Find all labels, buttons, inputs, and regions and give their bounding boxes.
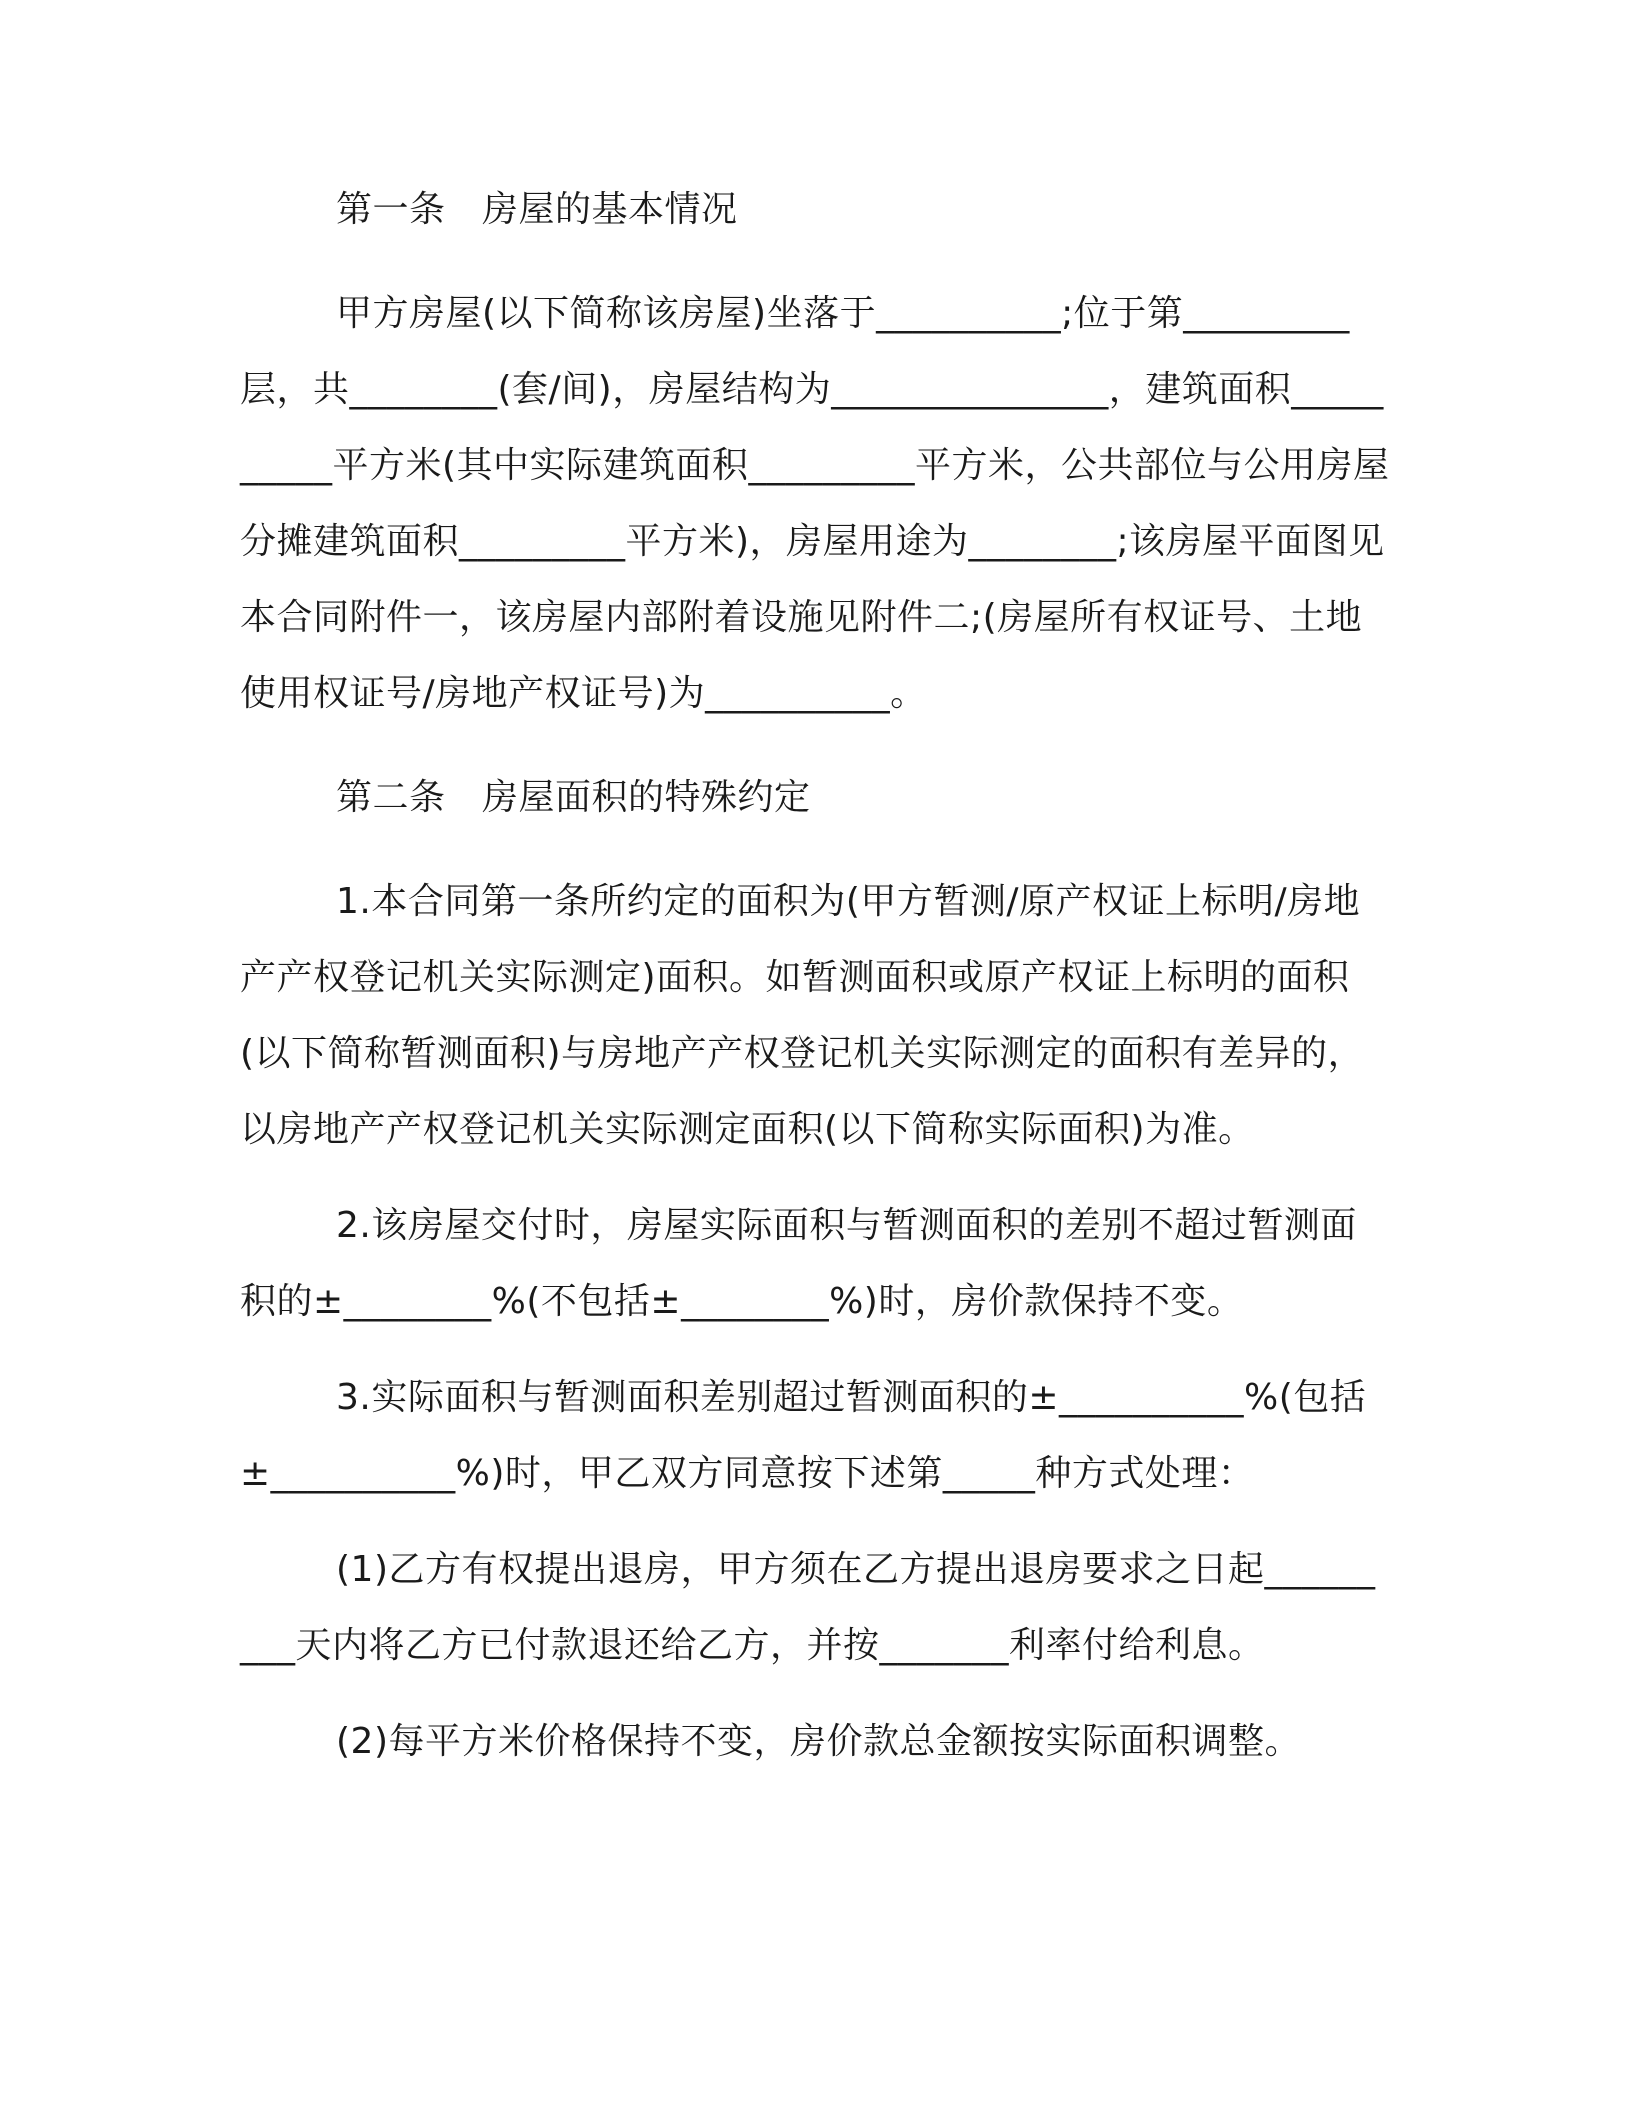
article-2-option-2: (2)每平方米价格保持不变，房价款总金额按实际面积调整。: [336, 1721, 1301, 1762]
spacer: [240, 236, 1390, 276]
article-1-heading: 第一条 房屋的基本情况: [336, 189, 738, 230]
spacer: [240, 732, 1390, 772]
article-2-option-1: (1)乙方有权提出退房，甲方须在乙方提出退房要求之日起_________天内将乙方已付款退还给乙方，并按_______利率付给利息。: [240, 1549, 1376, 1666]
article-2-clause-2: 2.该房屋交付时，房屋实际面积与暂测面积的差别不超过暂测面积的±________%(不包括±________%)时，房价款保持不变。: [240, 1205, 1357, 1322]
contract-body: [240, 184, 1390, 1780]
spacer: [240, 1684, 1390, 1704]
spacer: [240, 1168, 1390, 1188]
spacer: [240, 1512, 1390, 1532]
article-2-clause-1: 1.本合同第一条所约定的面积为(甲方暂测/原产权证上标明/房地产产权登记机关实际测定)面积。如暂测面积或原产权证上标明的面积(以下简称暂测面积)与房地产产权登记机关实际测定的面积有差异的，以房地产产权登记机关实际测定面积(以下简称实际面积)为准。: [240, 881, 1365, 1150]
spacer: [240, 824, 1390, 864]
article-2-clause-3: 3.实际面积与暂测面积差别超过暂测面积的±__________%(包括±__________%)时，甲乙双方同意按下述第_____种方式处理：: [240, 1377, 1367, 1494]
article-2-heading: 第二条 房屋面积的特殊约定: [336, 777, 811, 818]
spacer: [240, 1340, 1390, 1360]
article-1-paragraph: 甲方房屋(以下简称该房屋)坐落于__________;位于第_________层，共________(套/间)，房屋结构为_______________，建筑面积__________平方米(其中实际建筑面积_________平方米，公共部位与公用房屋分摊建筑面积_________平方米)，房屋用途为________;该房屋平面图见本合同附件一，该房屋内部附着设施见附件二;(房屋所有权证号、土地使用权证号/房地产权证号)为__________。: [240, 293, 1390, 714]
